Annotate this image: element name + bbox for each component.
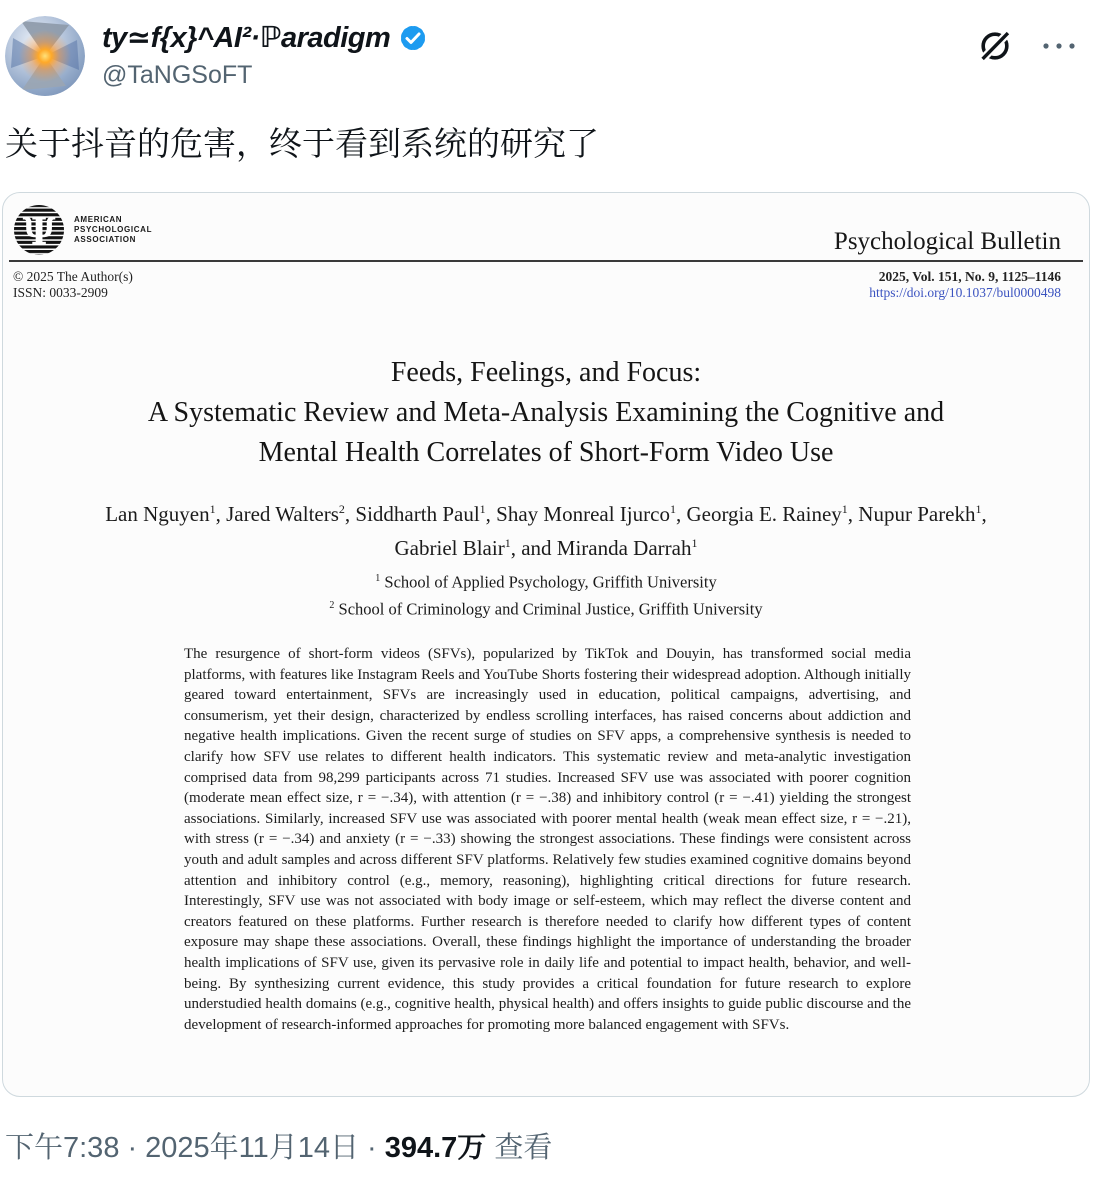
timestamp-date: 2025年11月14日: [145, 1132, 360, 1164]
publisher-name: AMERICAN PSYCHOLOGICAL ASSOCIATION: [74, 215, 153, 244]
doi-link: https://doi.org/10.1037/bul0000498: [869, 285, 1061, 300]
display-name[interactable]: ty≃f{x}^AI²·ℙaradigm: [102, 22, 391, 54]
authors-line: Gabriel Blair$^1$, and Miranda Darrah$^1$: [394, 536, 698, 560]
grok-button[interactable]: [977, 28, 1013, 64]
more-dots-icon: [1039, 28, 1079, 64]
attached-image-card[interactable]: [2, 192, 1090, 1097]
paper-title: [3, 353, 1089, 473]
user-handle[interactable]: @TaNGSoFT: [102, 61, 253, 89]
paper-meta-row: [3, 262, 1089, 301]
more-button[interactable]: [1039, 28, 1079, 64]
affiliation-line: $^2$ School of Criminology and Criminal Justice, Griffith University: [329, 599, 763, 618]
paper-first-page: [3, 193, 1089, 1096]
authors-line: Lan Nguyen$^1$, Jared Walters$^2$, Siddharth Paul$^1$, Shay Monreal Ijurco$^1$, Georgia E. Rainey$^1$, Nupur Parekh$^1$,: [105, 502, 987, 526]
apa-logo-icon: [13, 204, 65, 256]
paper-affiliations: [3, 567, 1089, 620]
paper-title-line: A Systematic Review and Meta-Analysis Examining the Cognitive and: [147, 397, 945, 428]
copyright-line: © 2025 The Author(s): [13, 269, 133, 284]
affiliation-line: $^1$ School of Applied Psychology, Griffith University: [375, 572, 717, 592]
views-count: 394.7万: [384, 1132, 487, 1164]
name-block: [102, 16, 428, 90]
volume-block: [869, 269, 1061, 301]
header-actions: [977, 16, 1083, 64]
svg-text:Ψ: Ψ: [22, 211, 56, 253]
tweet-header: [0, 0, 1097, 96]
timestamp-time: 下午7:38: [5, 1132, 120, 1164]
verified-badge-icon[interactable]: [398, 23, 428, 53]
journal-title: Psychological Bulletin: [833, 228, 1061, 255]
copyright-block: [13, 269, 133, 301]
volume-line: 2025, Vol. 151, No. 9, 1125–1146: [878, 269, 1061, 284]
separator-dot: ·: [367, 1132, 377, 1164]
tweet-footer: [5, 1125, 1097, 1166]
tweet-text: 关于抖音的危害，终于看到系统的研究了: [5, 125, 599, 162]
paper-title-line: Mental Health Correlates of Short-Form Video Use: [258, 437, 834, 468]
publisher-block: [13, 204, 152, 256]
issn-line: ISSN: 0033-2909: [13, 285, 108, 300]
paper-masthead: [3, 193, 1089, 256]
paper-title-line: Feeds, Feelings, and Focus:: [390, 357, 702, 388]
separator-dot: ·: [127, 1132, 138, 1164]
views-label: 查看: [494, 1132, 553, 1164]
paper-authors: [3, 495, 1089, 563]
avatar[interactable]: [5, 16, 85, 96]
paper-abstract: The resurgence of short-form videos (SFVs), popularized by TikTok and Douyin, has transformed social media platforms, with features like Instagram Reels and YouTube Shorts fostering their widespread adoption. Although initially geared toward entertainment, SFVs are increasingly used in education, political campaigns, advertising, and consumerism, yet their design, characterized by endless scrolling interfaces, has raised concerns about addiction and negative health implications. Given the recent surge of studies on SFV apps, a comprehensive synthesis is needed to clarify how SFV use relates to different health indicators. This systematic review and meta-analytic investigation comprised data from 98,299 participants across 71 studies. Increased SFV use was associated with poorer cognition (moderate mean effect size, r = −.34), with attention (r = −.38) and inhibitory control (r = −.41) yielding the strongest associations. Similarly, increased SFV use was associated with poorer mental health (weak mean effect size, r = −.21), with stress (r = −.34) and anxiety (r = −.33) showing the strongest associations. These findings were consistent across youth and adult samples and across different SFV platforms. Relatively few studies examined cognitive domains beyond attention and inhibitory control (e.g., memory, reasoning), highlighting critical directions for future research. Interestingly, SFV use was not associated with body image or self-esteem, which may reflect the diverse content and creators featured on these platforms. Further research is therefore needed to clarify how different types of content exposure may shape these associations. Overall, these findings highlight the importance of understanding the broader health implications of SFV use, given its pervasive role in daily life and potential to impact health, behavior, and well-being. By synthesizing current evidence, this study provides a critical foundation for future research to explore understudied health domains (e.g., cognitive health, physical health) and offers insights to guide public discourse and the development of research-informed approaches for promoting more balanced engagement with SFVs.: [184, 646, 911, 1033]
grok-icon: [977, 28, 1013, 64]
avatar-image: [5, 16, 85, 96]
